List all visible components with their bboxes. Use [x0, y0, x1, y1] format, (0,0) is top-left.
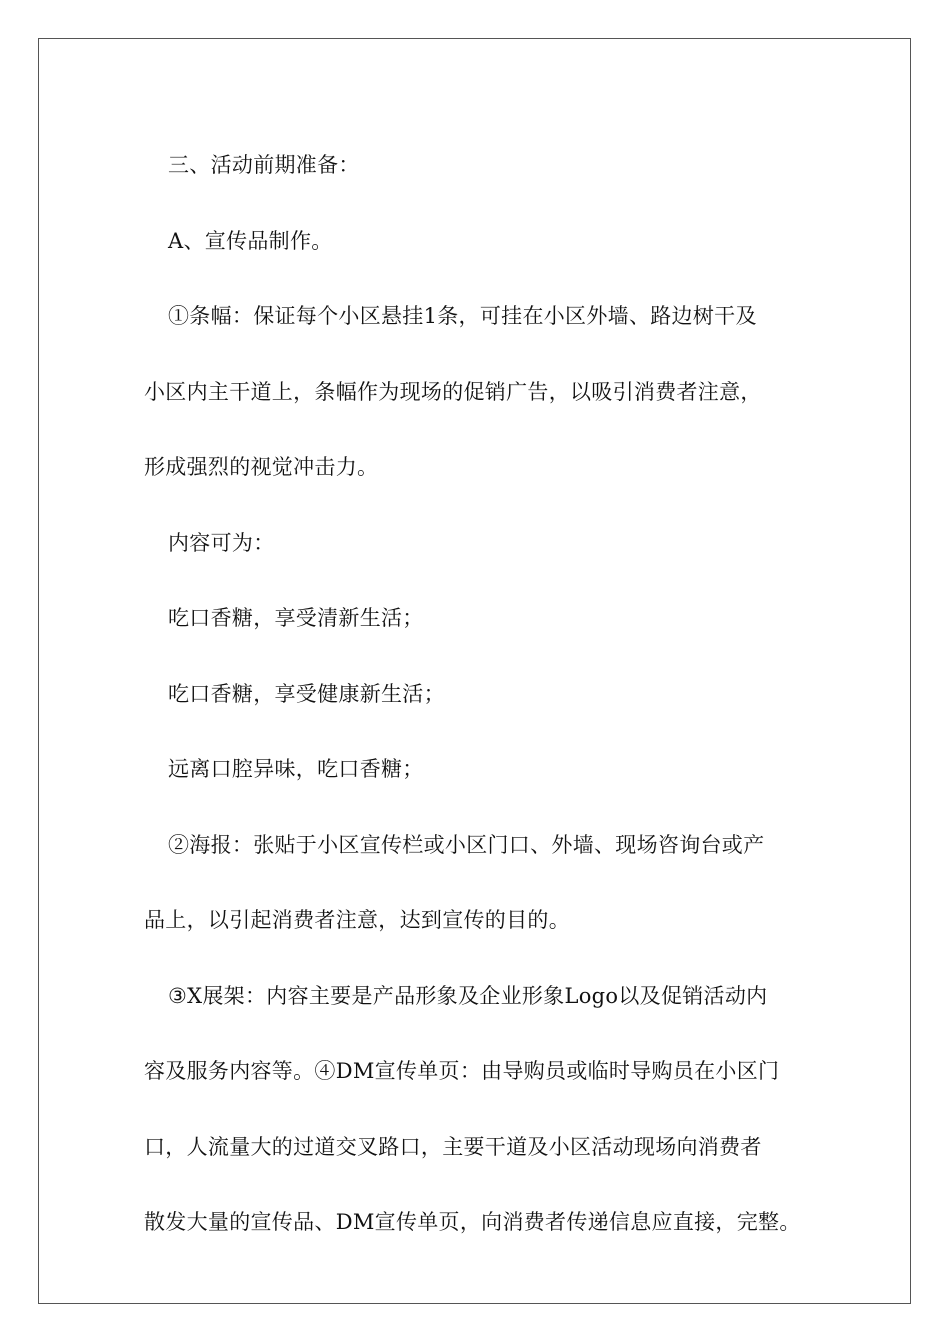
- paragraph-line: 品上，以引起消费者注意，达到宣传的目的。: [144, 908, 570, 932]
- document-body: [144, 128, 814, 1261]
- slogan-line: 吃口香糖，享受清新生活；: [168, 606, 424, 630]
- paragraph-line: 内容可为：: [168, 530, 275, 555]
- paragraph-line: 口，人流量大的过道交叉路口，主要干道及小区活动现场向消费者: [144, 1134, 762, 1159]
- paragraph-line: ②海报：张贴于小区宣传栏或小区门口、外墙、现场咨询台或产: [168, 832, 765, 857]
- paragraph-line: 形成强烈的视觉冲击力。: [144, 455, 379, 479]
- paragraph-line: ③X展架：内容主要是产品形象及企业形象Logo以及促销活动内: [168, 983, 768, 1008]
- section-heading: 三、活动前期准备：: [168, 153, 360, 177]
- slogan-line: 远离口腔异味，吃口香糖；: [168, 757, 424, 781]
- paragraph-line: 散发大量的宣传品、DM宣传单页，向消费者传递信息应直接，完整。: [144, 1210, 801, 1234]
- paragraph-line: ①条幅：保证每个小区悬挂1条，可挂在小区外墙、路边树干及: [168, 304, 757, 328]
- subsection-heading: A、宣传品制作。: [168, 228, 333, 253]
- paragraph-line: 容及服务内容等。④DM宣传单页：由导购员或临时导购员在小区门: [144, 1059, 780, 1083]
- paragraph-line: 小区内主干道上，条幅作为现场的促销广告，以吸引消费者注意，: [144, 379, 762, 404]
- slogan-line: 吃口香糖，享受健康新生活；: [168, 681, 445, 706]
